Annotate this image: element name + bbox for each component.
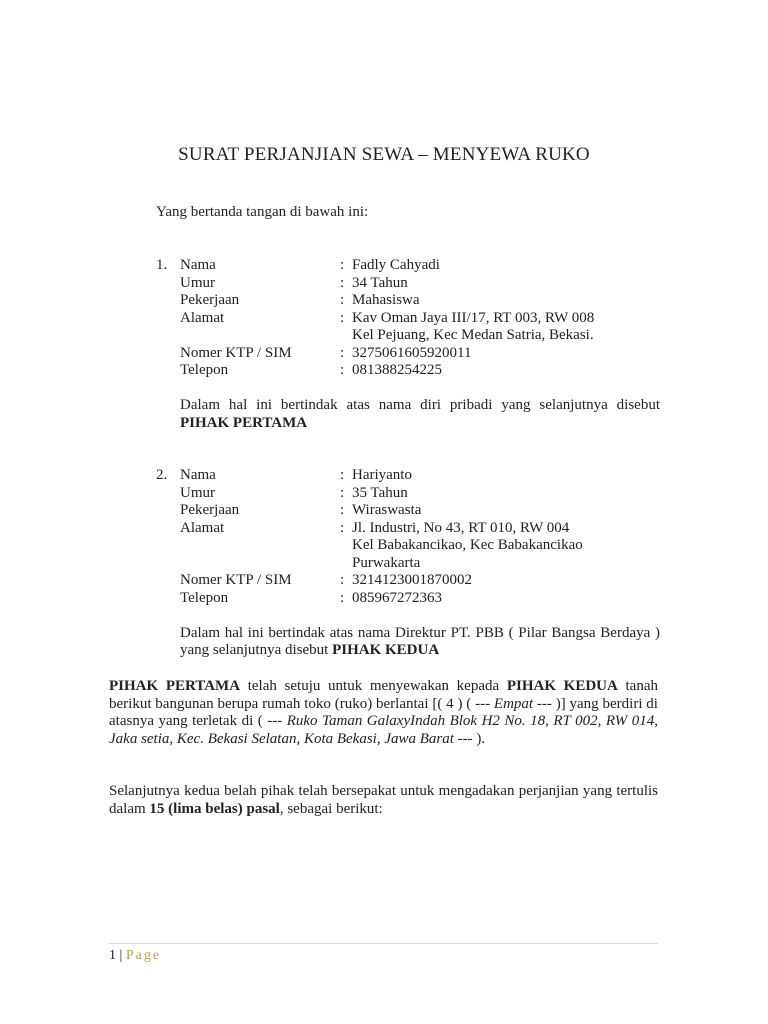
field-label: Pekerjaan	[180, 292, 240, 308]
field-value: Hariyanto	[352, 467, 412, 483]
field-row-ktp	[156, 572, 660, 590]
footer-divider	[109, 943, 658, 944]
document-title: SURAT PERJANJIAN SEWA – MENYEWA RUKO	[178, 144, 590, 165]
para-text: telah setuju untuk menyewakan kepada	[240, 678, 507, 694]
note-bold: PIHAK PERTAMA	[180, 414, 308, 431]
colon: :	[340, 502, 345, 518]
field-row-nama	[156, 257, 660, 275]
field-row-telepon	[156, 362, 660, 380]
field-row-alamat	[156, 310, 660, 345]
field-label: Nama	[180, 257, 216, 273]
footer-separator: |	[116, 948, 126, 963]
property-location: Ruko Taman GalaxyIndah Blok H2 No. 18, RT 002, RW 014, Jaka setia, Kec. Bekasi Selatan, Kota Bekasi, Jawa Barat	[109, 713, 658, 747]
para-text: --- ).	[453, 730, 486, 747]
colon: :	[340, 309, 345, 326]
agreement-paragraph	[109, 678, 658, 748]
para-text: , sebagai berikut:	[279, 800, 383, 817]
field-value	[352, 310, 660, 345]
field-value: Mahasiswa	[352, 292, 420, 308]
page-word: Page	[125, 948, 162, 963]
floors-word: Empat	[493, 695, 534, 712]
colon: :	[340, 362, 345, 378]
colon: :	[340, 519, 345, 536]
party-note	[180, 397, 660, 432]
field-value: 085967272363	[352, 589, 442, 606]
colon: :	[340, 589, 345, 606]
field-value: 3275061605920011	[352, 344, 472, 361]
note-text: Dalam hal ini bertindak atas nama Direktur PT. PBB ( Pilar Bangsa Berdaya ) yang selanjutnya disebut	[180, 624, 660, 658]
article-count: 15 (lima belas) pasal	[149, 800, 280, 817]
address-line: Kel Pejuang, Kec Medan Satria, Bekasi.	[352, 327, 594, 343]
field-label: Telepon	[180, 362, 229, 378]
party-number: 2.	[156, 467, 168, 483]
para-text: tanah berikut bangunan berupa rumah toko (ruko) berlantai [( 4 ) ( ---	[109, 678, 658, 712]
field-value: Wiraswasta	[352, 502, 422, 518]
colon: :	[340, 274, 345, 291]
colon: :	[340, 292, 345, 308]
field-label: Umur	[180, 484, 215, 501]
party-note	[180, 625, 660, 660]
page-number: 1	[109, 948, 116, 963]
colon: :	[340, 344, 345, 361]
intro-text: Yang bertanda tangan di bawah ini:	[156, 204, 369, 220]
field-row-alamat	[156, 520, 660, 573]
field-label: Nomer KTP / SIM	[180, 572, 292, 588]
party-second	[156, 467, 660, 660]
field-value: 35 Tahun	[352, 484, 408, 501]
field-row-umur	[156, 275, 660, 293]
page-footer	[109, 947, 161, 965]
address-line: Jl. Industri, No 43, RT 010, RW 004	[352, 519, 570, 536]
para-text: Selanjutnya kedua belah pihak telah bersepakat untuk mengadakan perjanjian yang tertulis dalam	[109, 783, 658, 817]
field-row-pekerjaan	[156, 502, 660, 520]
address-line: Kav Oman Jaya III/17, RT 003, RW 008	[352, 309, 595, 326]
field-label: Nama	[180, 467, 216, 483]
colon: :	[340, 484, 345, 501]
colon: :	[340, 467, 345, 483]
field-label: Pekerjaan	[180, 502, 240, 518]
field-row-pekerjaan	[156, 292, 660, 310]
party-first	[156, 257, 660, 432]
field-label: Umur	[180, 274, 215, 291]
field-value: 081388254225	[352, 362, 442, 378]
field-row-ktp	[156, 345, 660, 363]
para-text: --- )] yang berdiri di atasnya yang terletak di ( ---	[109, 695, 658, 729]
address-line: Purwakarta	[352, 554, 421, 571]
party-second-ref: PIHAK KEDUA	[506, 678, 618, 694]
field-value: 34 Tahun	[352, 274, 408, 291]
field-row-umur	[156, 485, 660, 503]
note-text: Dalam hal ini bertindak atas nama diri pribadi yang selanjutnya disebut	[180, 397, 660, 413]
field-value	[352, 520, 660, 573]
field-label: Telepon	[180, 589, 229, 606]
field-row-nama	[156, 467, 660, 485]
note-bold: PIHAK KEDUA	[332, 642, 440, 658]
closing-paragraph	[109, 783, 658, 818]
party-first-ref: PIHAK PERTAMA	[109, 678, 241, 694]
colon: :	[340, 257, 345, 273]
field-value: Fadly Cahyadi	[352, 257, 440, 273]
colon: :	[340, 572, 345, 588]
field-label: Alamat	[180, 309, 225, 326]
party-number: 1.	[156, 257, 168, 273]
field-value: 3214123001870002	[352, 572, 472, 588]
field-label: Nomer KTP / SIM	[180, 344, 292, 361]
address-line: Kel Babakancikao, Kec Babakancikao	[352, 537, 583, 553]
field-label: Alamat	[180, 519, 225, 536]
field-row-telepon	[156, 590, 660, 608]
